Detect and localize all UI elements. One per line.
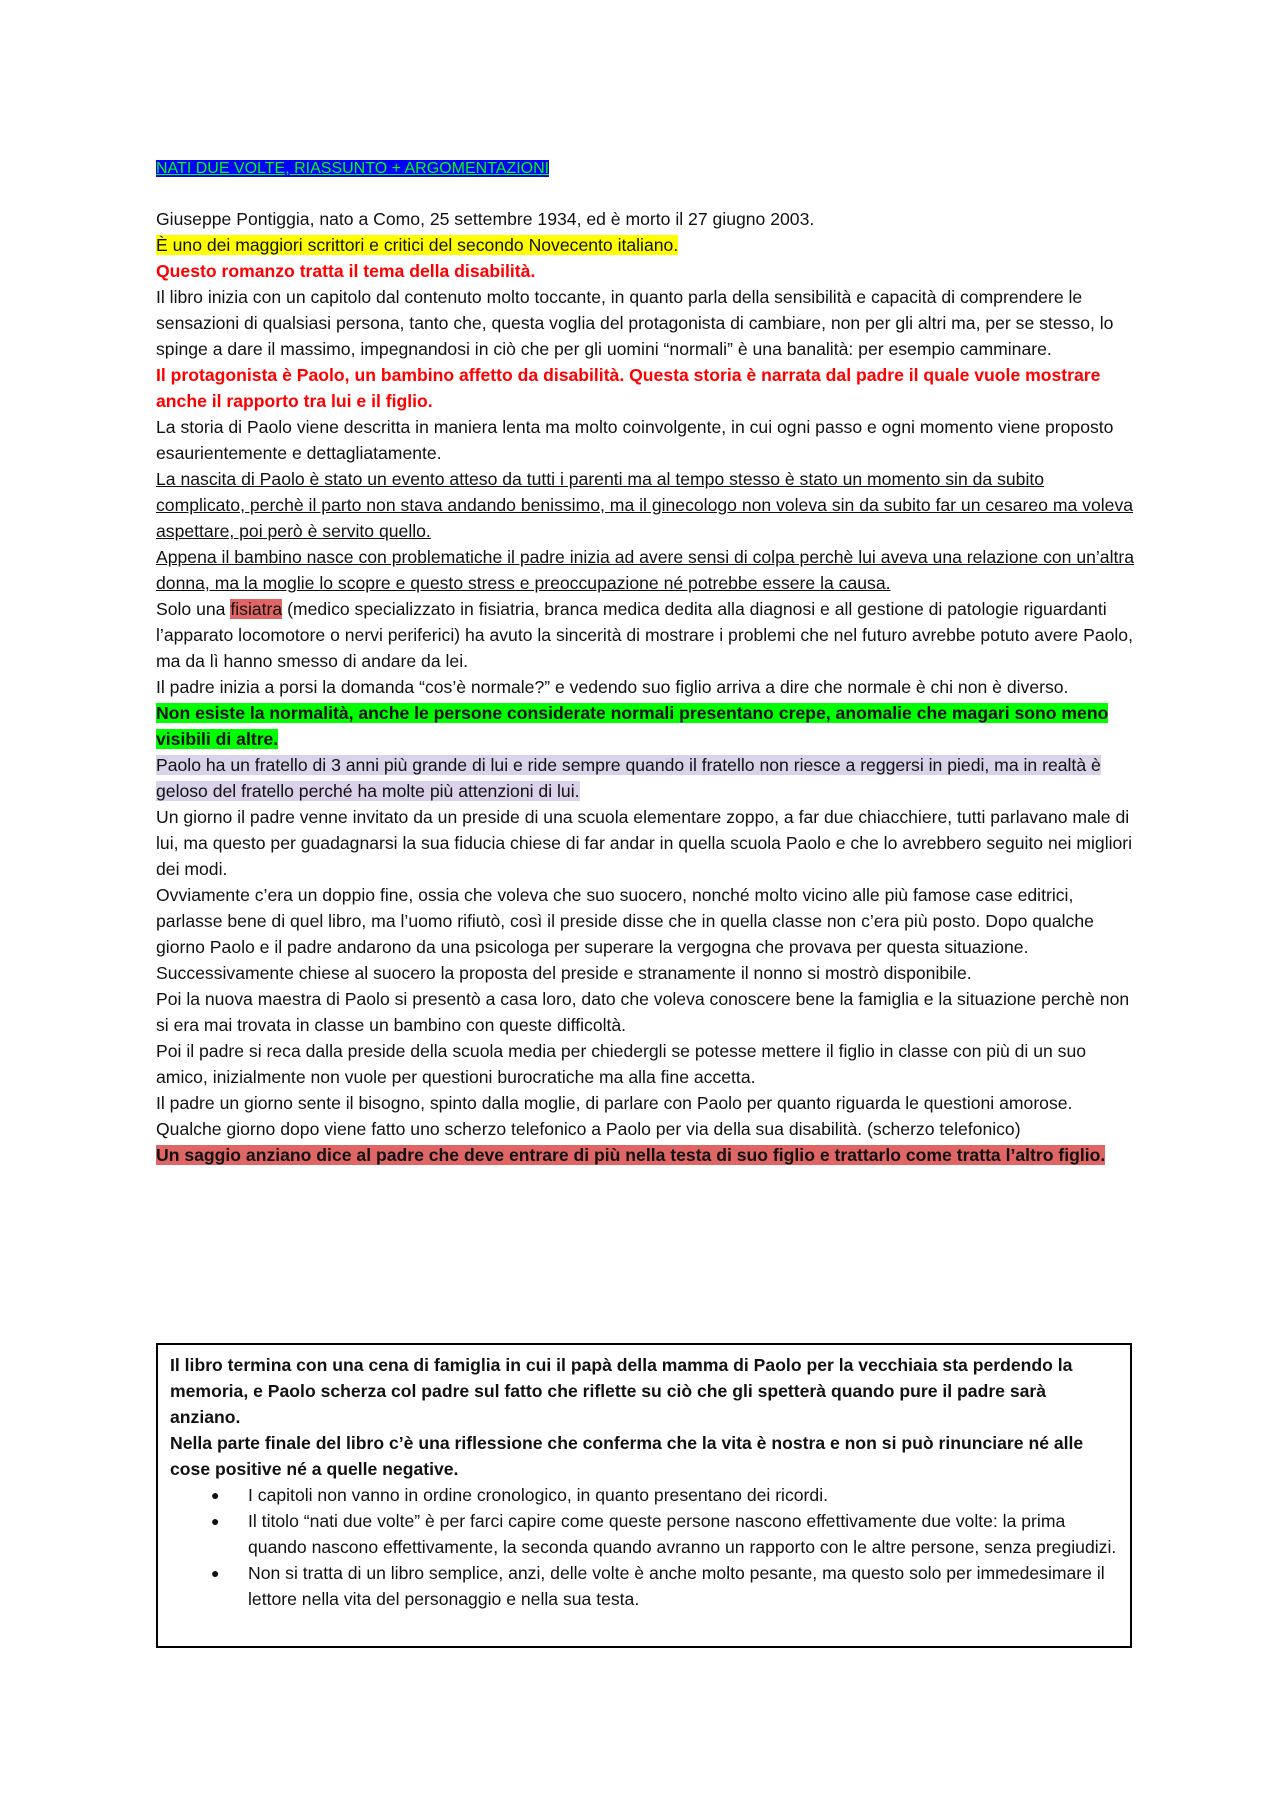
intro-paragraph: Il libro inizia con un capitolo dal contenuto molto toccante, in quanto parla della sensibilità e capacità di comprendere le sensazioni di qualsiasi persona, tanto che, questa voglia del protagonista di cambiare, non per gli altri ma, per se stesso, lo spinge a dare il massimo, impegnandosi in ciò che per gli uomini “normali” è una banalità: per esempio camminare. [156,287,1114,359]
list-item-text: Non si tratta di un libro semplice, anzi, delle volte è anche molto pesante, ma questo solo per immedesimare il lettore nella vita del personaggio e nella sua testa. [248,1563,1105,1609]
physiatrist-paragraph [156,596,1136,674]
bullet-icon: ● [211,1513,220,1529]
principal-paragraph: Un giorno il padre venne invitato da un preside di una scuola elementare zoppo, a far due chiacchiere, tutti parlavano male di lui, ma questo per guadagnarsi la sua fiducia chiese di far andar in quella scuola Paolo e che lo avrebbero seguito nei migliori dei modi. [156,807,1133,879]
yellow-highlight: È uno dei maggiori scrittori e critici del secondo Novecento italiano. [156,235,679,255]
lavender-highlight: Paolo ha un fratello di 3 anni più grande di lui e ride sempre quando il fratello non riesce a reggersi in piedi, ma in realtà è geloso del fratello perché ha molte più attenzioni di lui. [156,755,1101,801]
wise-elder-paragraph [156,1142,1136,1168]
normality-question: Il padre inizia a porsi la domanda “cos’è normale?” e vedendo suo figlio arriva a dire che normale è chi non è diverso. [156,677,1069,697]
middle-school-paragraph: Poi il padre si reca dalla preside della scuola media per chiedergli se potesse mettere il figlio in classe con più di un suo amico, inizialmente non vuole per questioni burocratiche ma alla fine accetta. [156,1041,1087,1087]
guilt-paragraph: Appena il bambino nasce con problematiche il padre inizia ad avere sensi di colpa perchè lui aveva una relazione con un’altra donna, ma la moglie lo scopre e questo stress e preoccupazione né potrebbe essere la causa. [156,547,1135,593]
physiatrist-term: fisiatra [230,599,283,619]
document-body [156,154,1136,1168]
argument-list [170,1482,1118,1612]
protagonist-statement: Il protagonista è Paolo, un bambino affetto da disabilità. Questa storia è narrata dal padre il quale vuole mostrare anche il rapporto tra lui e il figlio. [156,365,1101,411]
theme-statement: Questo romanzo tratta il tema della disabilità. [156,261,536,281]
physiatrist-lead: Solo una [156,599,231,619]
love-talk-paragraph: Il padre un giorno sente il bisogno, spinto dalla moglie, di parlare con Paolo per quanto riguarda le questioni amorose. [156,1093,1073,1113]
physiatrist-rest: (medico specializzato in fisiatria, branca medica dedita alla diagnosi e all gestione di patologie riguardanti l’apparato locomotore o nervi periferici) ha avuto la sincerità di mostrare i problemi che nel futuro avrebbe potuto avere Paolo, ma da lì hanno smesso di andare da lei. [156,599,1133,671]
author-info: Giuseppe Pontiggia, nato a Como, 25 settembre 1934, ed è morto il 27 giugno 2003. [156,209,815,229]
list-item-text: I capitoli non vanno in ordine cronologico, in quanto presentano dei ricordi. [248,1485,828,1505]
birth-paragraph: La nascita di Paolo è stato un evento atteso da tutti i parenti ma al tempo stesso è stato un momento sin da subito complicato, perchè il parto non stava andando benissimo, ma il ginecologo non voleva sin da subito far un cesareo ma voleva aspettare, poi però è servito quello. [156,469,1134,541]
document-title: NATI DUE VOLTE, RIASSUNTO + ARGOMENTAZIONI [156,160,550,177]
bullet-icon: ● [211,1565,220,1581]
salmon-highlight: Un saggio anziano dice al padre che deve entrare di più nella testa di suo figlio e trattarlo come tratta l’altro figlio. [156,1145,1106,1165]
ending-paragraph: Il libro termina con una cena di famiglia in cui il papà della mamma di Paolo per la vecchiaia sta perdendo la memoria, e Paolo scherza col padre sul fatto che riflette su ciò che gli spetterà quando pure il padre sarà anziano. [170,1355,1073,1427]
bullet-icon: ● [211,1487,220,1503]
prank-call-paragraph: Qualche giorno dopo viene fatto uno scherzo telefonico a Paolo per via della sua disabilità. (scherzo telefonico) [156,1119,1021,1139]
list-item [211,1482,1118,1508]
list-item-text: Il titolo “nati due volte” è per farci capire come queste persone nascono effettivamente due volte: la prima quando nascono effettivamente, la seconda quando avranno un rapporto con le altre persone, senza pregiudizi. [248,1511,1117,1557]
author-role [156,232,1136,258]
story-description: La storia di Paolo viene descritta in maniera lenta ma molto coinvolgente, in cui ogni passo e ogni momento viene proposto esaurientemente e dettagliatamente. [156,417,1114,463]
title-line [156,154,1136,180]
teacher-paragraph: Poi la nuova maestra di Paolo si presentò a casa loro, dato che voleva conoscere bene la famiglia e la situazione perchè non si era mai trovata in classe un bambino con queste difficoltà. [156,989,1130,1035]
conclusion-box [156,1343,1132,1648]
list-item [211,1508,1118,1560]
brother-paragraph [156,752,1136,804]
normality-statement [156,700,1136,752]
final-reflection: Nella parte finale del libro c’è una riflessione che conferma che la vita è nostra e non si può rinunciare né alle cose positive né a quelle negative. [170,1433,1084,1479]
green-highlight: Non esiste la normalità, anche le persone considerate normali presentano crepe, anomalie che magari sono meno visibili di altre. [156,703,1109,749]
double-purpose-paragraph: Ovviamente c’era un doppio fine, ossia che voleva che suo suocero, nonché molto vicino alle più famose case editrici, parlasse bene di quel libro, ma l’uomo rifiutò, così il preside disse che in quella classe non c’era più posto. Dopo qualche giorno Paolo e il padre andarono da una psicologa per superare la vergogna che provava per questa situazione. Successivamente chiese al suocero la proposta del preside e stranamente il nonno si mostrò disponibile. [156,885,1094,983]
list-item [211,1560,1118,1612]
